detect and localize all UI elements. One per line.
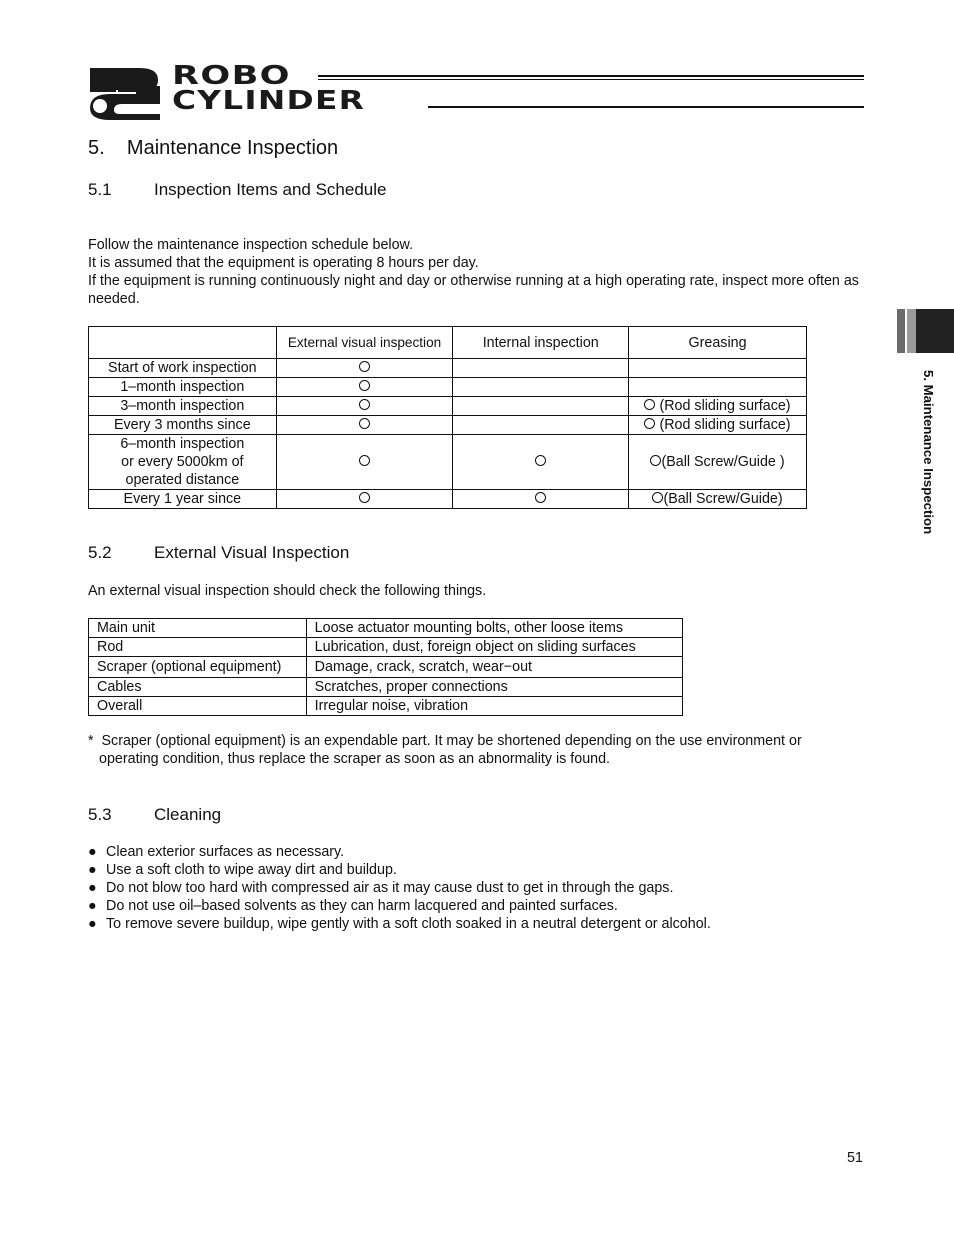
circle-mark-icon (535, 492, 546, 503)
row-label-line: operated distance (125, 472, 240, 488)
subsection-5-3-heading (88, 805, 221, 825)
check-cell: Scratches, proper connections (306, 678, 682, 697)
part-cell: Cables (89, 678, 307, 697)
circle-mark-icon (644, 418, 655, 429)
list-item (88, 897, 711, 915)
row-label: 3–month inspection (89, 397, 277, 416)
cleaning-bullet-list (88, 843, 711, 933)
subsection-5-1-heading (88, 180, 386, 200)
tab-stripe-dark (897, 309, 905, 353)
header-rule-bottom (428, 106, 864, 108)
check-cell: Lubrication, dust, foreign object on sliding surfaces (306, 638, 682, 657)
table-row (89, 359, 807, 378)
subsection-5-2-heading (88, 543, 349, 563)
greasing-cell (629, 397, 807, 416)
part-cell: Scraper (optional equipment) (89, 657, 307, 678)
circle-mark-icon (650, 455, 661, 466)
chapter-side-label (908, 370, 948, 570)
external-cell (276, 378, 453, 397)
header-rule-top (318, 75, 864, 77)
circle-mark-icon (359, 399, 370, 410)
subsection-title: Inspection Items and Schedule (154, 180, 387, 199)
table-row (89, 619, 683, 638)
schedule-intro (88, 236, 868, 308)
intro-line-3: If the equipment is running continuously night and day or otherwise running at a high operating rate, inspect more often as needed. (88, 273, 859, 307)
visual-inspection-table (88, 618, 683, 716)
logo-wordmark (172, 61, 366, 116)
logo-line-robo: ROBO (172, 61, 291, 91)
table-row (89, 378, 807, 397)
inspection-schedule-table (88, 326, 807, 509)
intro-line-2: It is assumed that the equipment is operating 8 hours per day. (88, 255, 479, 271)
external-cell (276, 435, 453, 490)
table-row (89, 638, 683, 657)
robo-cylinder-logo (88, 61, 864, 120)
greasing-text: (Rod sliding surface) (655, 398, 791, 414)
row-label: Every 3 months since (89, 416, 277, 435)
circle-mark-icon (359, 455, 370, 466)
rc-logo-mark-icon (88, 66, 162, 120)
greasing-text: (Ball Screw/Guide) (663, 491, 783, 507)
subsection-number: 5.1 (88, 180, 112, 199)
greasing-cell (629, 416, 807, 435)
table-row (89, 657, 683, 678)
circle-mark-icon (359, 361, 370, 372)
list-item-text: Do not blow too hard with compressed air as it may cause dust to get in through the gaps. (106, 880, 674, 896)
check-cell: Loose actuator mounting bolts, other loose items (306, 619, 682, 638)
table-row (89, 678, 683, 697)
subsection-number: 5.3 (88, 805, 112, 824)
check-cell: Damage, crack, scratch, wear−out (306, 657, 682, 678)
note-line-1: * Scraper (optional equipment) is an expendable part. It may be shortened depending on the use environment or (88, 733, 802, 749)
part-cell: Rod (89, 638, 307, 657)
intro-line-1: Follow the maintenance inspection schedule below. (88, 237, 414, 253)
internal-cell (453, 397, 629, 416)
row-label: Start of work inspection (89, 359, 277, 378)
greasing-text: (Rod sliding surface) (655, 417, 791, 433)
circle-mark-icon (359, 380, 370, 391)
list-item (88, 843, 711, 861)
circle-mark-icon (535, 455, 546, 466)
tab-block (916, 309, 954, 353)
bullet-icon: ● (88, 862, 97, 878)
header-internal-inspection: Internal inspection (453, 327, 629, 359)
list-item (88, 879, 711, 897)
check-cell: Irregular noise, vibration (306, 697, 682, 716)
tab-stripe-light (907, 309, 916, 353)
section-title: 5. Maintenance Inspection (88, 137, 339, 159)
greasing-text: (Ball Screw/Guide ) (661, 454, 785, 470)
row-label (89, 435, 277, 490)
list-item (88, 861, 711, 879)
circle-mark-icon (652, 492, 663, 503)
header-external-visual: External visual inspection (276, 327, 453, 359)
chapter-tab-marker (897, 309, 954, 353)
internal-cell (453, 490, 629, 509)
external-cell (276, 490, 453, 509)
circle-mark-icon (359, 418, 370, 429)
part-cell: Overall (89, 697, 307, 716)
bullet-icon: ● (88, 844, 97, 860)
table-header-row (89, 327, 807, 359)
row-label-line: or every 5000km of (121, 454, 244, 470)
circle-mark-icon (359, 492, 370, 503)
greasing-cell (629, 359, 807, 378)
header-rule-top-thin (318, 79, 864, 80)
subsection-title: Cleaning (154, 805, 222, 824)
page-number: 51 (847, 1150, 863, 1166)
row-label-line: 6–month inspection (120, 436, 245, 452)
internal-cell (453, 435, 629, 490)
bullet-icon: ● (88, 898, 97, 914)
subsection-title: External Visual Inspection (154, 543, 350, 562)
list-item-text: Clean exterior surfaces as necessary. (106, 844, 345, 860)
bullet-icon: ● (88, 916, 97, 932)
internal-cell (453, 416, 629, 435)
header-greasing: Greasing (629, 327, 807, 359)
table-row (89, 397, 807, 416)
internal-cell (453, 359, 629, 378)
greasing-cell (629, 435, 807, 490)
header-cell-empty (89, 327, 277, 359)
list-item (88, 915, 711, 933)
external-cell (276, 416, 453, 435)
visual-inspection-intro: An external visual inspection should check the following things. (88, 583, 487, 599)
row-label: Every 1 year since (89, 490, 277, 509)
scraper-note (88, 732, 878, 768)
bullet-icon: ● (88, 880, 97, 896)
row-label: 1–month inspection (89, 378, 277, 397)
list-item-text: Do not use oil–based solvents as they can harm lacquered and painted surfaces. (106, 898, 618, 914)
chapter-side-label-text: 5. Maintenance Inspection (921, 370, 936, 535)
table-row (89, 490, 807, 509)
logo-line-cylinder: CYLINDER (172, 86, 366, 116)
table-row (89, 697, 683, 716)
subsection-number: 5.2 (88, 543, 112, 562)
external-cell (276, 397, 453, 416)
internal-cell (453, 378, 629, 397)
table-row (89, 416, 807, 435)
external-cell (276, 359, 453, 378)
table-row (89, 435, 807, 490)
list-item-text: Use a soft cloth to wipe away dirt and buildup. (106, 862, 397, 878)
greasing-cell (629, 490, 807, 509)
greasing-cell (629, 378, 807, 397)
note-line-2: operating condition, thus replace the scraper as soon as an abnormality is found. (99, 751, 611, 767)
part-cell: Main unit (89, 619, 307, 638)
circle-mark-icon (644, 399, 655, 410)
list-item-text: To remove severe buildup, wipe gently with a soft cloth soaked in a neutral detergent or alcohol. (106, 916, 711, 932)
